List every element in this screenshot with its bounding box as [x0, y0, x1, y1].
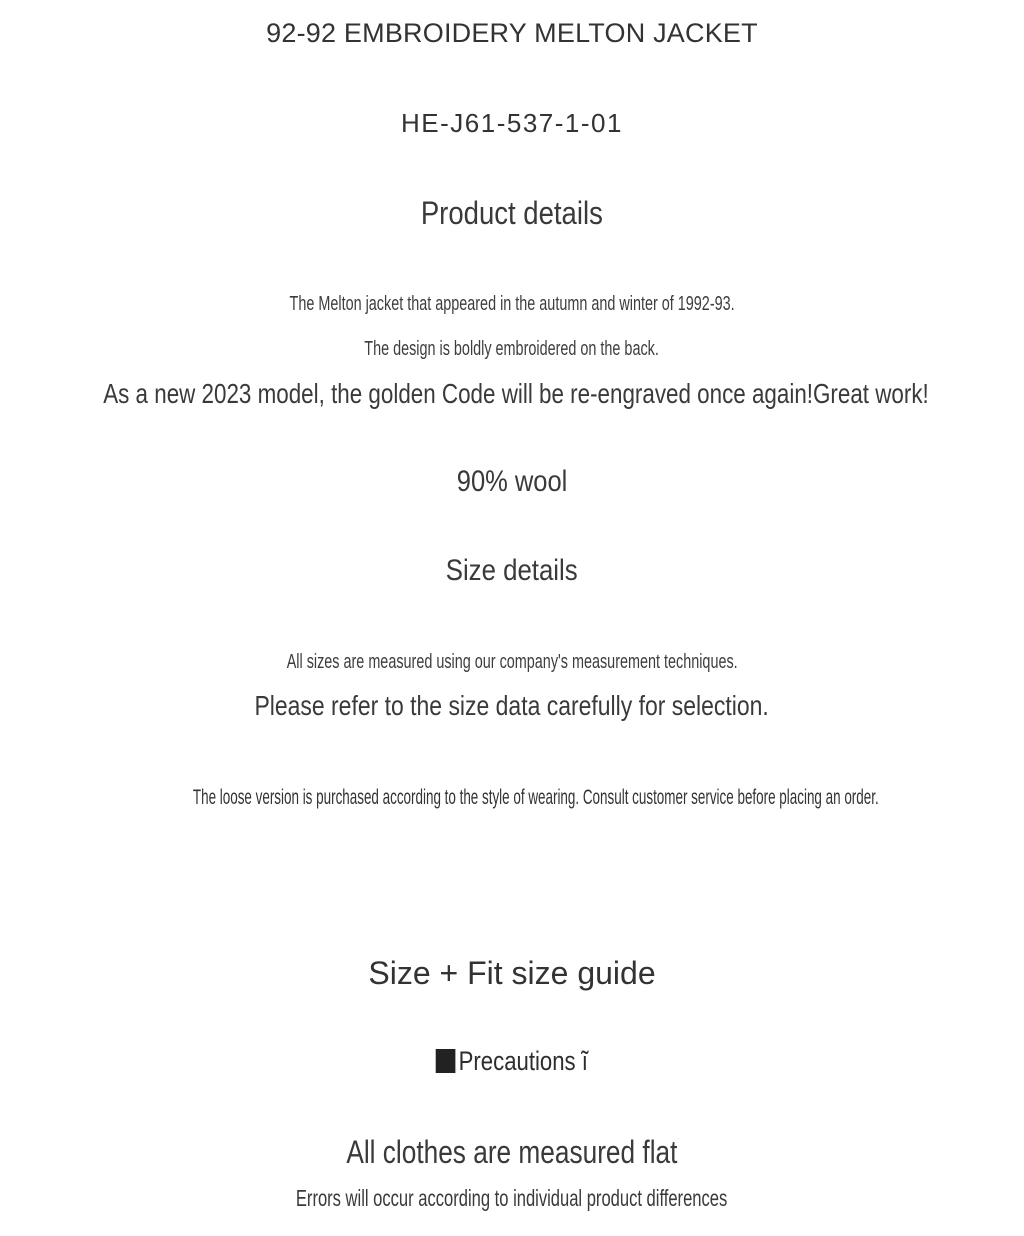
product-details-heading-text: Product details — [420, 195, 604, 231]
precautions-label — [436, 1046, 588, 1077]
description-line-2 — [0, 338, 1024, 361]
precautions-heading — [0, 1046, 1024, 1077]
description-line-3 — [0, 378, 1024, 410]
product-details-heading — [0, 195, 1024, 232]
description-line-1-text: The Melton jacket that appeared in the autumn and winter of 1992-93. — [289, 293, 735, 315]
size-guide-heading — [0, 955, 1024, 992]
black-square-icon — [436, 1049, 456, 1073]
size-note-2-text: Please refer to the size data carefully for selection. — [254, 690, 770, 721]
product-code-text: HE-J61-537-1-01 — [401, 108, 623, 138]
description-line-3-text: As a new 2023 model, the golden Code will be re-engraved once again!Great work! — [103, 378, 929, 409]
size-note-3 — [0, 786, 1024, 810]
description-line-2-text: The design is boldly embroidered on the back. — [364, 338, 660, 360]
product-title — [0, 18, 1024, 49]
product-code — [0, 108, 1024, 139]
material-info-text: 90% wool — [456, 465, 568, 498]
description-line-1 — [0, 293, 1024, 316]
size-note-3-text: The loose version is purchased according to the style of wearing. Consult customer service before placing an order. — [192, 786, 879, 809]
material-info — [0, 465, 1024, 499]
precautions-label-text: Precautions — [458, 1046, 576, 1076]
size-details-heading — [0, 554, 1024, 588]
size-note-1 — [0, 651, 1024, 674]
size-guide-heading-text: Size + Fit size guide — [368, 955, 656, 991]
size-note-2 — [0, 690, 1024, 722]
error-note — [0, 1185, 1024, 1212]
measure-note-text: All clothes are measured flat — [346, 1134, 678, 1170]
size-details-heading-text: Size details — [446, 554, 578, 587]
size-note-1-text: All sizes are measured using our company's measurement techniques. — [286, 651, 738, 673]
measure-note — [0, 1134, 1024, 1171]
product-title-text: 92-92 EMBROIDERY MELTON JACKET — [266, 18, 758, 48]
precautions-mark: ĩ — [581, 1046, 589, 1076]
error-note-text: Errors will occur according to individual product differences — [296, 1185, 728, 1211]
